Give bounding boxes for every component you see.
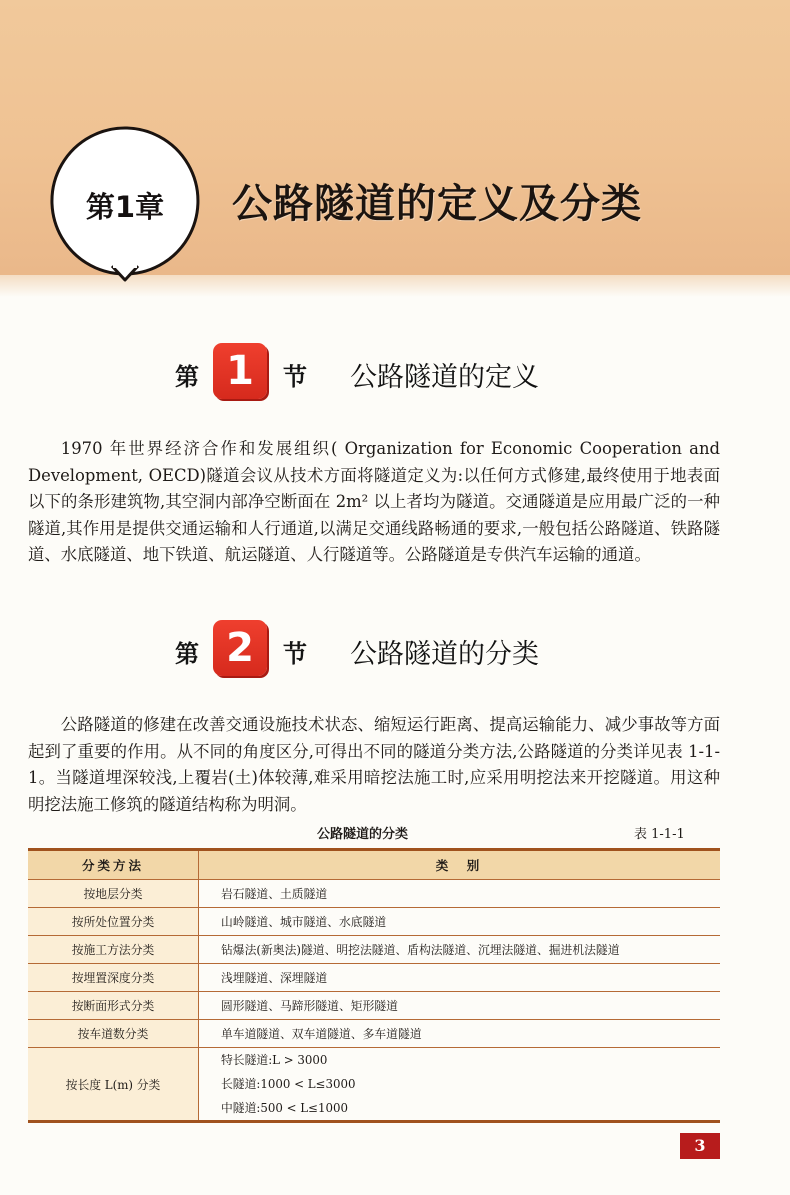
chapter-number: 第1章 [85,190,165,224]
header-category: 类 别 [199,850,721,880]
table-row [28,1048,720,1122]
table-caption: 公路隧道的分类 [317,827,409,842]
row-category: 圆形隧道、马蹄形隧道、矩形隧道 [199,992,721,1020]
section-suffix: 节 [283,640,307,668]
table-row [28,1020,720,1048]
table-row [28,936,720,964]
table-header-row [28,850,720,880]
row-method: 按埋置深度分类 [28,964,199,992]
chapter-title: 公路隧道的定义及分类 [232,181,642,227]
section-suffix: 节 [283,363,307,391]
row-category: 浅埋隧道、深埋隧道 [199,964,721,992]
row-category [199,1048,721,1122]
section-prefix: 第 [175,363,199,391]
row-category: 岩石隧道、土质隧道 [199,880,721,908]
section-1-paragraph: 1970 年世界经济合作和发展组织( Organization for Economic Cooperation and Development, OECD)隧道会议从技术方面将隧道定义为:以任何方式修建,最终使用于地表面以下的条形建筑物,其空洞内部净空断面在 2m² 以上者均为隧道。交通隧道是应用最广泛的一种隧道,其作用是提供交通运输和人行通道,以满足交通线路畅通的要求,一般包括公路隧道、铁路隧道、水底隧道、地下铁道、航运隧道、人行隧道等。公路隧道是专供汽车运输的通道。 [28,439,720,564]
length-class-line: 长隧道:1000 < L≤3000 [221,1077,356,1091]
length-class-line: 特长隧道:L > 3000 [221,1053,328,1067]
row-method: 按断面形式分类 [28,992,199,1020]
section-2-paragraph: 公路隧道的修建在改善交通设施技术状态、缩短运行距离、提高运输能力、减少事故等方面起到了重要的作用。从不同的角度区分,可得出不同的隧道分类方法,公路隧道的分类详见表 1-1-1。当隧道埋深较浅,上覆岩(土)体较薄,难采用暗挖法施工时,应采用明挖法来开挖隧道。用这种明挖法施工修筑的隧道结构称为明洞。 [28,715,720,814]
section-prefix: 第 [175,640,199,668]
table-row [28,908,720,936]
table-row [28,992,720,1020]
page-number: 3 [680,1133,720,1159]
table-row [28,880,720,908]
row-method: 按所处位置分类 [28,908,199,936]
row-method: 按长度 L(m) 分类 [28,1048,199,1122]
row-method: 按车道数分类 [28,1020,199,1048]
row-category: 钻爆法(新奥法)隧道、明挖法隧道、盾构法隧道、沉埋法隧道、掘进机法隧道 [199,936,721,964]
section-2-heading [0,620,790,680]
row-method: 按地层分类 [28,880,199,908]
row-category: 山岭隧道、城市隧道、水底隧道 [199,908,721,936]
table-row [28,964,720,992]
section-number-badge: 2 [213,620,267,676]
table-number: 表 1-1-1 [634,827,685,842]
row-category: 单车道隧道、双车道隧道、多车道隧道 [199,1020,721,1048]
chapter-badge [40,120,210,290]
section-number-badge: 1 [213,343,267,399]
length-class-line: 中隧道:500 < L≤1000 [221,1101,349,1115]
section-title: 公路隧道的定义 [350,362,539,393]
section-1-heading [0,343,790,403]
header-method: 分类方法 [28,850,199,880]
row-method: 按施工方法分类 [28,936,199,964]
classification-table [28,848,720,1123]
section-title: 公路隧道的分类 [350,639,539,670]
